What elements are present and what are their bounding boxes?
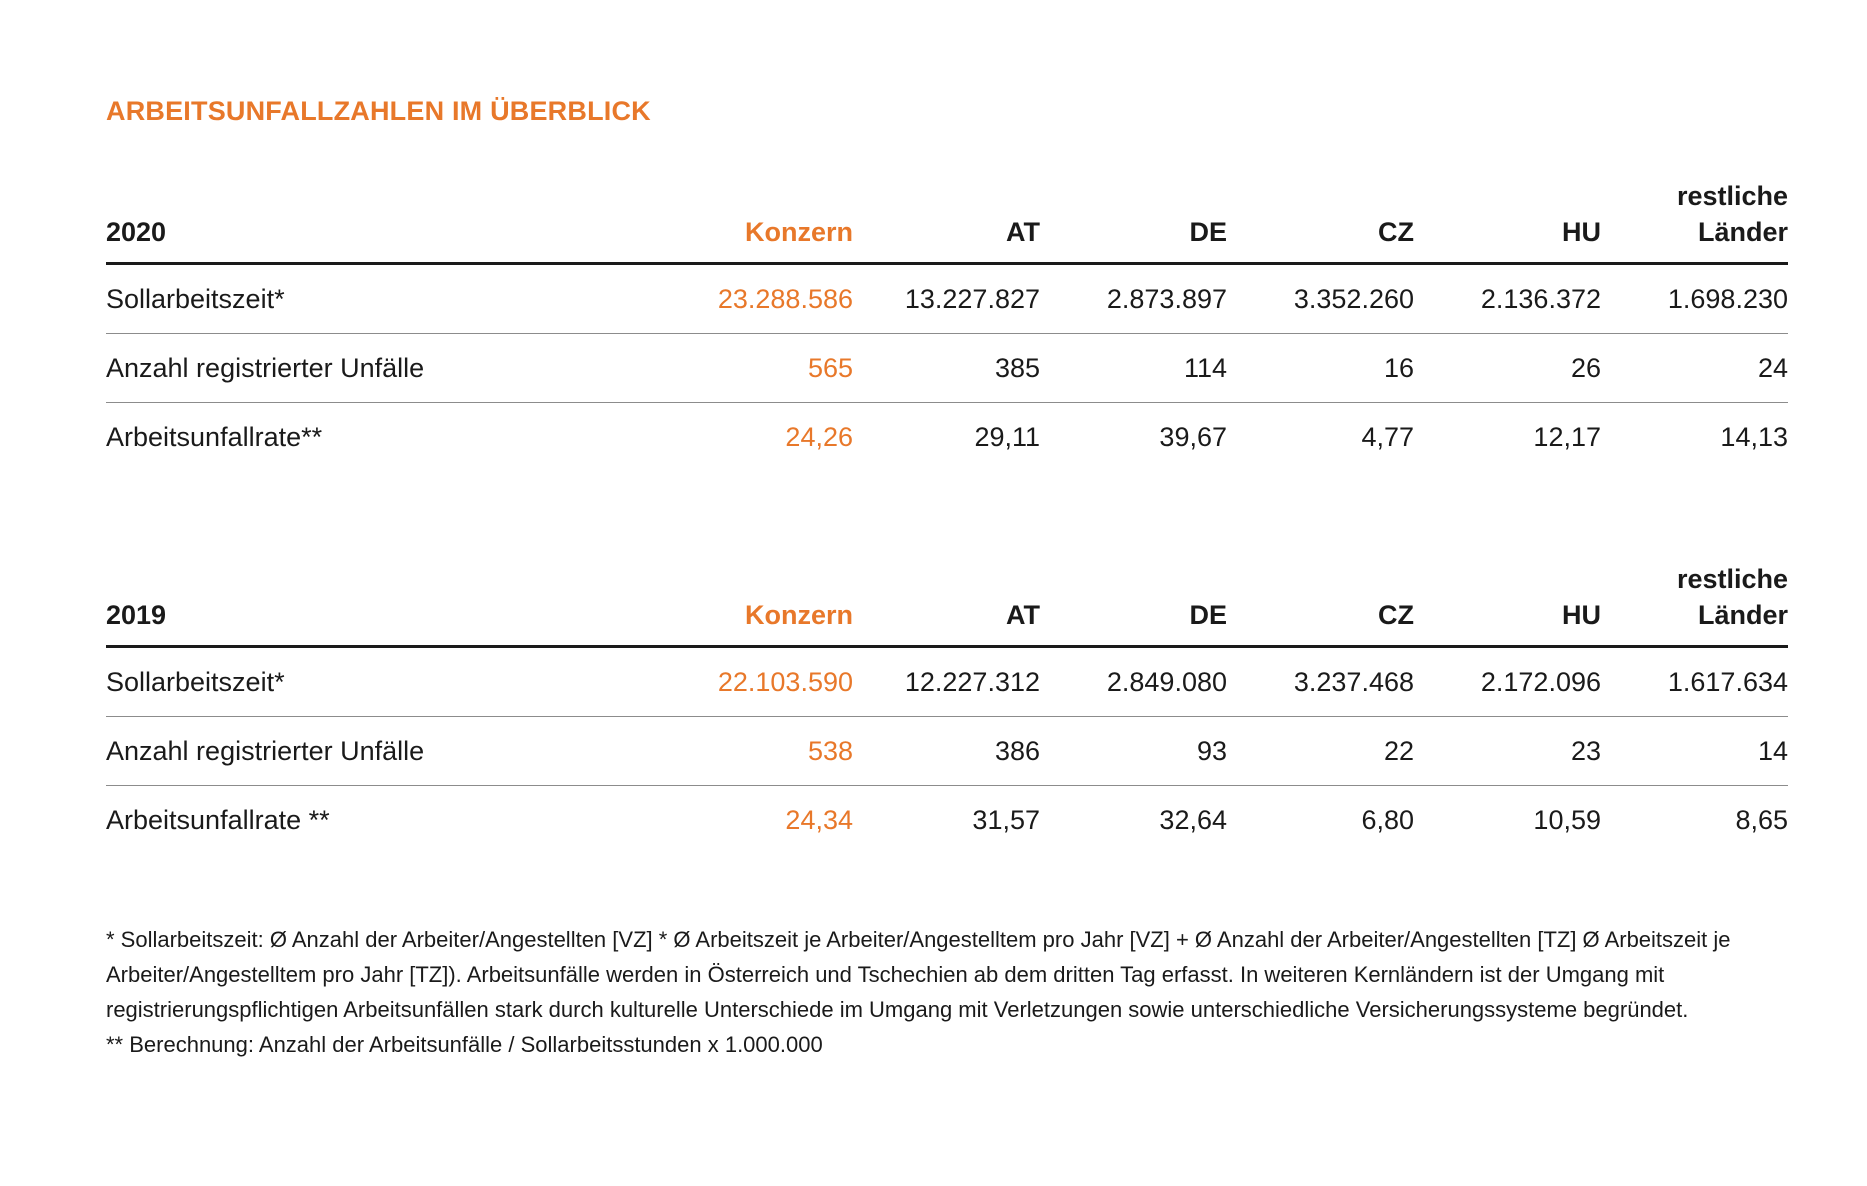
cell-cz: 3.237.468 [1227, 647, 1414, 717]
cell-cz: 6,80 [1361, 804, 1414, 835]
table-year: 2020 [106, 168, 670, 264]
column-header-restliche-laender [1601, 168, 1788, 264]
row-label: Arbeitsunfallrate ** [106, 804, 330, 835]
table-row [106, 647, 1788, 717]
cell-de: 39,67 [1159, 421, 1227, 452]
cell-de: 2.849.080 [1040, 647, 1227, 717]
cell-at: 12.227.312 [853, 647, 1040, 717]
cell-konzern: 23.288.586 [670, 264, 853, 334]
cell-hu: 2.172.096 [1414, 647, 1601, 717]
row-label: Arbeitsunfallrate** [106, 421, 323, 452]
row-label: Anzahl registrierter Unfälle [106, 717, 670, 786]
column-header-de: DE [1040, 168, 1227, 264]
table-row [106, 403, 1788, 472]
table-header-row [106, 168, 1788, 264]
cell-cz: 16 [1227, 334, 1414, 403]
footnote-berechnung: ** Berechnung: Anzahl der Arbeitsunfälle / Sollarbeitsstunden x 1.000.000 [106, 1032, 823, 1057]
column-header-konzern: Konzern [670, 168, 853, 264]
cell-restliche-laender: 1.698.230 [1601, 264, 1788, 334]
row-label: Sollarbeitszeit* [106, 647, 670, 717]
table-row [106, 264, 1788, 334]
cell-konzern: 22.103.590 [670, 647, 853, 717]
cell-konzern: 24,34 [785, 804, 853, 835]
cell-at: 386 [853, 717, 1040, 786]
cell-de: 32,64 [1159, 804, 1227, 835]
cell-cz: 4,77 [1361, 421, 1414, 452]
table-2020 [106, 168, 1788, 471]
column-header-hu: HU [1414, 168, 1601, 264]
page-title: ARBEITSUNFALLZAHLEN IM ÜBERBLICK [106, 96, 651, 126]
cell-de: 93 [1040, 717, 1227, 786]
table-row [106, 717, 1788, 786]
cell-konzern: 538 [670, 717, 853, 786]
column-header-restliche-laender [1601, 551, 1788, 647]
cell-restliche-laender: 8,65 [1735, 804, 1788, 835]
column-header-at: AT [853, 168, 1040, 264]
column-header-cz: CZ [1227, 168, 1414, 264]
cell-konzern: 565 [670, 334, 853, 403]
footnotes [106, 922, 1756, 1062]
cell-hu: 2.136.372 [1414, 264, 1601, 334]
cell-hu: 12,17 [1533, 421, 1601, 452]
cell-cz: 22 [1227, 717, 1414, 786]
column-header-line: restliche [1676, 564, 1788, 594]
row-label: Anzahl registrierter Unfälle [106, 334, 670, 403]
cell-konzern: 24,26 [785, 421, 853, 452]
cell-hu: 23 [1414, 717, 1601, 786]
footnote-sollarbeitszeit: * Sollarbeitszeit: Ø Anzahl der Arbeiter/Angestellten [VZ] * Ø Arbeitszeit je Arbeiter/Angestelltem pro Jahr [VZ] + Ø Anzahl der Arbeiter/Angestellten [TZ] Ø Arbeitszeit je Arbeiter/Angestelltem pro Jahr [TZ]). Arbeitsunfälle werden in Österreich und Tschechien ab dem dritten Tag erfasst. In weiteren Kernländern ist der Umgang mit registrierungspflichtigen Arbeitsunfällen stark durch kulturelle Unterschiede im Umgang mit Verletzungen sowie unterschiedliche Versicherungssysteme begründet. [106, 927, 1731, 1022]
column-header-line: Länder [1697, 600, 1788, 630]
cell-restliche-laender: 24 [1601, 334, 1788, 403]
cell-de: 114 [1040, 334, 1227, 403]
table-header-row [106, 551, 1788, 647]
cell-restliche-laender: 14,13 [1720, 421, 1788, 452]
table-row [106, 786, 1788, 855]
cell-de: 2.873.897 [1040, 264, 1227, 334]
cell-at: 31,57 [972, 804, 1040, 835]
row-label: Sollarbeitszeit* [106, 264, 670, 334]
cell-restliche-laender: 1.617.634 [1601, 647, 1788, 717]
column-header-line: Länder [1697, 217, 1788, 247]
table-row [106, 334, 1788, 403]
column-header-at: AT [853, 551, 1040, 647]
column-header-hu: HU [1414, 551, 1601, 647]
cell-at: 385 [853, 334, 1040, 403]
column-header-de: DE [1040, 551, 1227, 647]
column-header-konzern: Konzern [670, 551, 853, 647]
cell-at: 13.227.827 [853, 264, 1040, 334]
cell-cz: 3.352.260 [1227, 264, 1414, 334]
cell-at: 29,11 [974, 421, 1040, 452]
column-header-cz: CZ [1227, 551, 1414, 647]
column-header-line: restliche [1676, 181, 1788, 211]
cell-restliche-laender: 14 [1601, 717, 1788, 786]
table-year: 2019 [106, 551, 670, 647]
cell-hu: 26 [1414, 334, 1601, 403]
table-2019 [106, 551, 1788, 854]
cell-hu: 10,59 [1533, 804, 1601, 835]
